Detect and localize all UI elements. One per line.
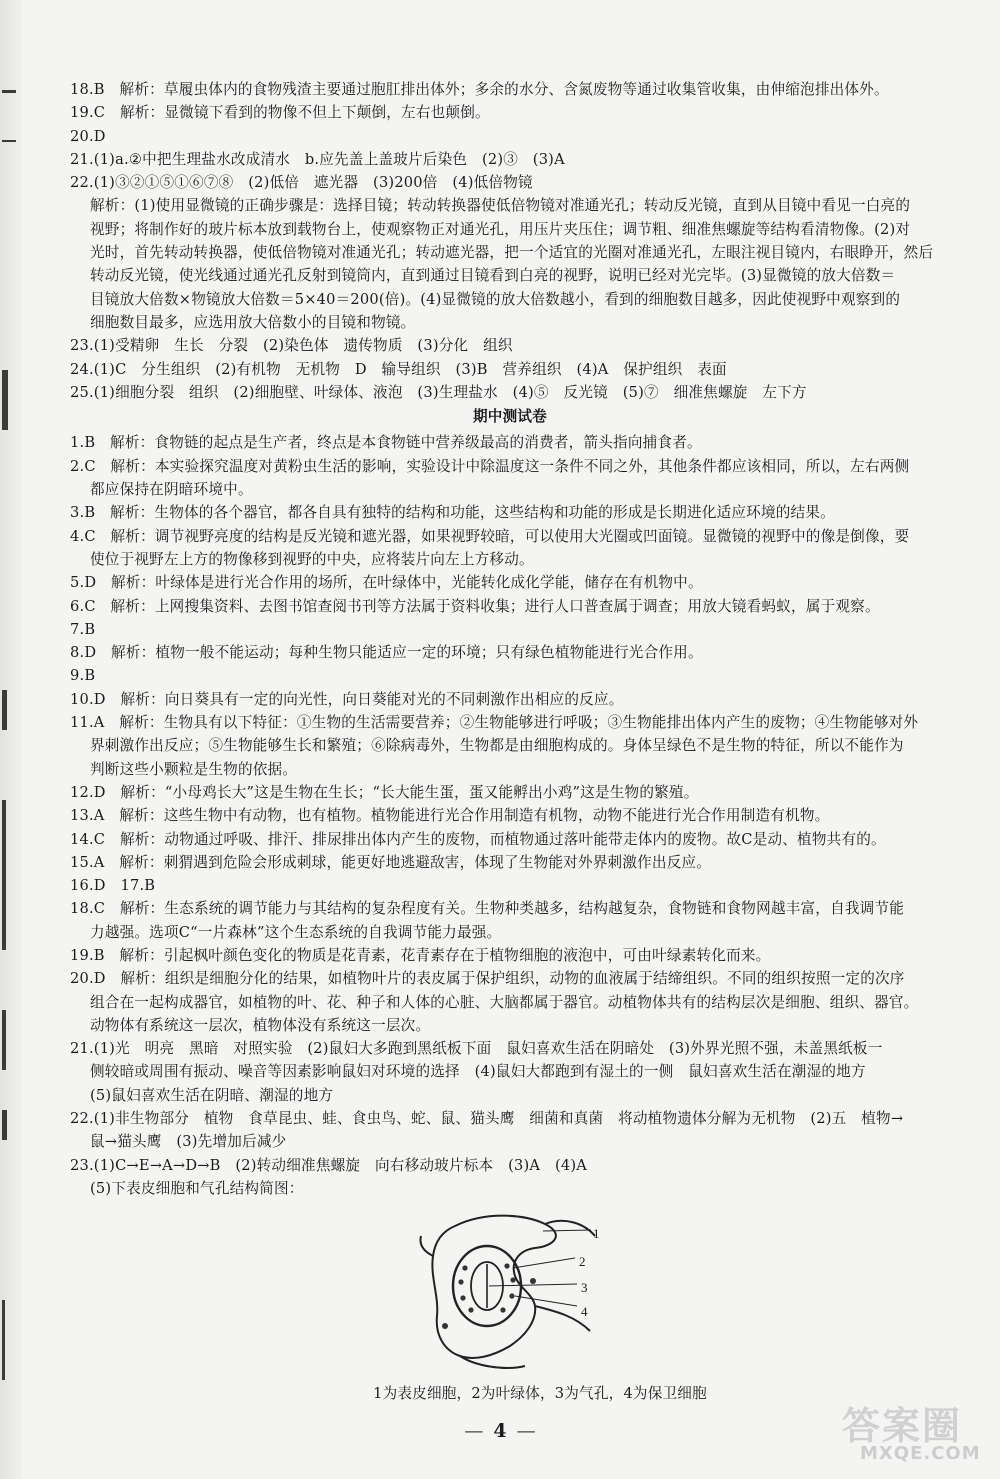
answer-line: 转动反光镜，使光线通过通光孔反射到镜筒内，直到通过目镜看到白亮的视野，说明已经对光完毕。(3)显微镜的放大倍数＝ [90,267,896,285]
answer-line: 光时，首先转动转换器，使低倍物镜对准通光孔；转动遮光器，把一个适宜的光圈对准通光孔，左眼注视目镜内，右眼睁开，然后 [90,244,934,262]
answer-line: 16.D 17.B [70,877,156,895]
watermark [842,1395,992,1473]
chloroplast-dots [442,1264,536,1330]
answer-line: 鼠→猫头鹰 (3)先增加后减少 [90,1133,287,1151]
chloroplast [468,1308,473,1313]
watermark-text: 答案圈 [842,1404,963,1448]
chloroplast [510,1278,515,1283]
answer-line: 2.C 解析：本实验探究温度对黄粉虫生活的影响，实验设计中除温度这一条件不同之外，其他条件都应该相同，所以，左右两侧 [70,457,910,475]
figure-label-2: 2 [579,1254,586,1270]
answer-line: 20.D 解析：组织是细胞分化的结果，如植物叶片的表皮属于保护组织，动物的血液属于结缔组织。不同的组织按照一定的次序 [70,970,905,988]
answer-line: 24.(1)C 分生组织 (2)有机物 无机物 D 输导组织 (3)B 营养组织 (4)A 保护组织 表面 [70,360,727,378]
answer-line: 20.D [70,127,106,145]
answer-line: 8.D 解析：植物一般不能运动；每种生物只能适应一定的环境；只有绿色植物能进行光合作用。 [70,644,703,662]
chloroplast [509,1294,514,1299]
gutter-mark [2,370,8,430]
answer-line: 22.(1)③②①⑤①⑥⑦⑧ (2)低倍 遮光器 (3)200倍 (4)低倍物镜 [70,174,533,192]
answer-line: 视野；将制作好的玻片标本放到载物台上，使观察物正对通光孔，用压片夹压住；调节粗、细准焦螺旋等结构看清物像。(2)对 [90,220,911,238]
answer-line: 4.C 解析：调节视野亮度的结构是反光镜和遮光器，如果视野较暗，可以使用大光圈或凹面镜。显微镜的视野中的像是倒像，要 [70,527,910,545]
answer-line: (5)鼠妇喜欢生活在阴暗、潮湿的地方 [90,1086,334,1104]
answer-line: 1.B 解析：食物链的起点是生产者，终点是本食物链中营养级最高的消费者，箭头指向捕食者。 [70,434,702,452]
gutter-mark [2,800,6,950]
answer-line: 判断这些小颗粒是生物的依据。 [90,760,298,778]
answer-line: 7.B [70,620,96,638]
answer-line: 都应保持在阴暗环境中。 [90,481,253,499]
answer-line: 力越强。选项C“一片森林”这个生态系统的自我调节能力最强。 [90,923,502,941]
label-leader-4 [515,1296,577,1306]
page-dash-right: — [516,1420,536,1442]
answer-line: 9.B [70,667,96,685]
answer-line: 界刺激作出反应；⑤生物能够生长和繁殖；⑥除病毒外，生物都是由细胞构成的。身体呈绿色不是生物的特征，所以不能作为 [90,737,904,755]
answer-line: 22.(1)非生物部分 植物 食草昆虫、蛙、食虫鸟、蛇、鼠、猫头鹰 细菌和真菌 将动植物遗体分解为无机物 (2)五 植物→ [70,1110,904,1128]
section-title: 期中测试卷 [473,408,547,426]
neighbor-cell-walls [421,1221,596,1368]
answer-line: 25.(1)细胞分裂 组织 (2)细胞壁、叶绿体、液泡 (3)生理盐水 (4)⑤ 反光镜 (5)⑦ 细准焦螺旋 左下方 [70,383,807,401]
answer-content [70,78,950,1406]
answer-line: 14.C 解析：动物通过呼吸、排汗、排尿排出体内产生的废物，而植物通过落叶能带走体内的废物。故C是动、植物共有的。 [70,830,886,848]
answer-line: 21.(1)光 明亮 黑暗 对照实验 (2)鼠妇大多跑到黑纸板下面 鼠妇喜欢生活在阴暗处 (3)外界光照不强，未盖黑纸板一 [70,1040,883,1058]
gutter-mark [2,140,16,142]
binding-gutter [0,0,22,1479]
stomata-diagram [415,1206,615,1376]
chloroplast [458,1280,463,1285]
answer-line: 6.C 解析：上网搜集资料、去图书馆查阅书刊等方法属于资料收集；进行人口普查属于调查；用放大镜看蚂蚁，属于观察。 [70,597,880,615]
epidermal-nucleus [530,1278,536,1284]
label-leader-1 [543,1230,591,1231]
watermark-url: MXQE.COM [860,1443,981,1464]
page-number-value: 4 [493,1420,507,1442]
answer-line: 解析：(1)使用显微镜的正确步骤是：选择目镜；转动转换器使低倍物镜对准通光孔；转动反光镜，直到从目镜中看见一白亮的 [90,197,911,215]
chloroplast [504,1264,509,1269]
answer-line: 11.A 解析：生物具有以下特征：①生物的生活需要营养；②生物能够进行呼吸；③生物能排出体内产生的废物；④生物能够对外 [70,714,919,732]
answer-line: 15.A 解析：刺猬遇到危险会形成刺球，能更好地逃避敌害，体现了生物能对外界刺激作出反应。 [70,853,712,871]
gutter-mark [2,1300,5,1380]
answer-line: 19.B 解析：引起枫叶颜色变化的物质是花青素，花青素存在于植物细胞的液泡中，可由叶绿素转化而来。 [70,946,771,964]
gutter-mark [2,1010,6,1070]
answer-line: 侧较暗或周围有振动、噪音等因素影响鼠妇对环境的选择 (4)鼠妇大都跑到有湿土的一侧 鼠妇喜欢生活在潮湿的地方 [90,1063,866,1081]
answer-line: (5)下表皮细胞和气孔结构简图： [90,1179,304,1197]
answer-line: 18.B 解析：草履虫体内的食物残渣主要通过胞肛排出体外；多余的水分、含氮废物等通过收集管收集，由伸缩泡排出体外。 [70,81,889,98]
gutter-mark [2,90,16,93]
answer-line: 组合在一起构成器官，如植物的叶、花、种子和人体的心脏、大脑都属于器官。动植物体共有的结构层次是细胞、组织、器官。 [90,993,919,1011]
answer-line: 23.(1)C→E→A→D→B (2)转动细准焦螺旋 向右移动玻片标本 (3)A (4)A [70,1156,587,1174]
answer-line: 19.C 解析：显微镜下看到的物像不但上下颠倒，左右也颠倒。 [70,104,490,122]
answer-line: 18.C 解析：生态系统的调节能力与其结构的复杂程度有关。生物种类越多，结构越复杂，食物链和食物网越丰富，自我调节能 [70,900,905,918]
answer-line: 动物体有系统这一层次，植物体没有系统这一层次。 [90,1016,431,1034]
page-dash-left: — [464,1420,484,1442]
answer-line: 细胞数目最多，应选用放大倍数小的目镜和物镜。 [90,313,416,331]
figure-label-4: 4 [581,1304,588,1320]
epidermal-cell-outline [432,1216,556,1358]
answer-line: 3.B 解析：生物体的各个器官，都各自具有独特的结构和功能，这些结构和功能的形成是长期进化适应环境的结果。 [70,504,835,522]
answer-line: 23.(1)受精卵 生长 分裂 (2)染色体 遗传物质 (3)分化 组织 [70,337,513,355]
gutter-mark [2,690,7,730]
answer-line: 21.(1)a.②中把生理盐水改成清水 b.应先盖上盖玻片后染色 (2)③ (3)A [70,150,565,168]
label-leader-2 [513,1258,575,1268]
figure-caption: 1为表皮细胞，2为叶绿体，3为气孔，4为保卫细胞 [373,1385,707,1403]
epidermal-nucleus [442,1323,448,1329]
gutter-mark [2,1110,7,1140]
figure-label-1: 1 [593,1226,600,1242]
answer-line: 使位于视野左上方的物像移到视野的中央，应将装片向左上方移动。 [90,550,534,568]
figure-label-3: 3 [581,1280,588,1296]
chloroplast [460,1296,465,1301]
answer-line: 目镜放大倍数×物镜放大倍数＝5×40＝200(倍)。(4)显微镜的放大倍数越小，看到的细胞数目越多，因此使视野中观察到的 [90,290,901,308]
chloroplast [462,1266,467,1271]
answer-line: 13.A 解析：这些生物中有动物，也有植物。植物能进行光合作用制造有机物，动物不能进行光合作用制造有机物。 [70,807,830,825]
answer-line: 12.D 解析：“小母鸡长大”这是生物在生长；“长大能生蛋，蛋又能孵出小鸡”这是生物的繁殖。 [70,783,699,801]
answer-line: 10.D 解析：向日葵具有一定的向光性，向日葵能对光的不同刺激作出相应的反应。 [70,690,624,708]
answer-line: 5.D 解析：叶绿体是进行光合作用的场所，在叶绿体中，光能转化成化学能，储存在有机物中。 [70,574,703,592]
chloroplast [500,1308,505,1313]
